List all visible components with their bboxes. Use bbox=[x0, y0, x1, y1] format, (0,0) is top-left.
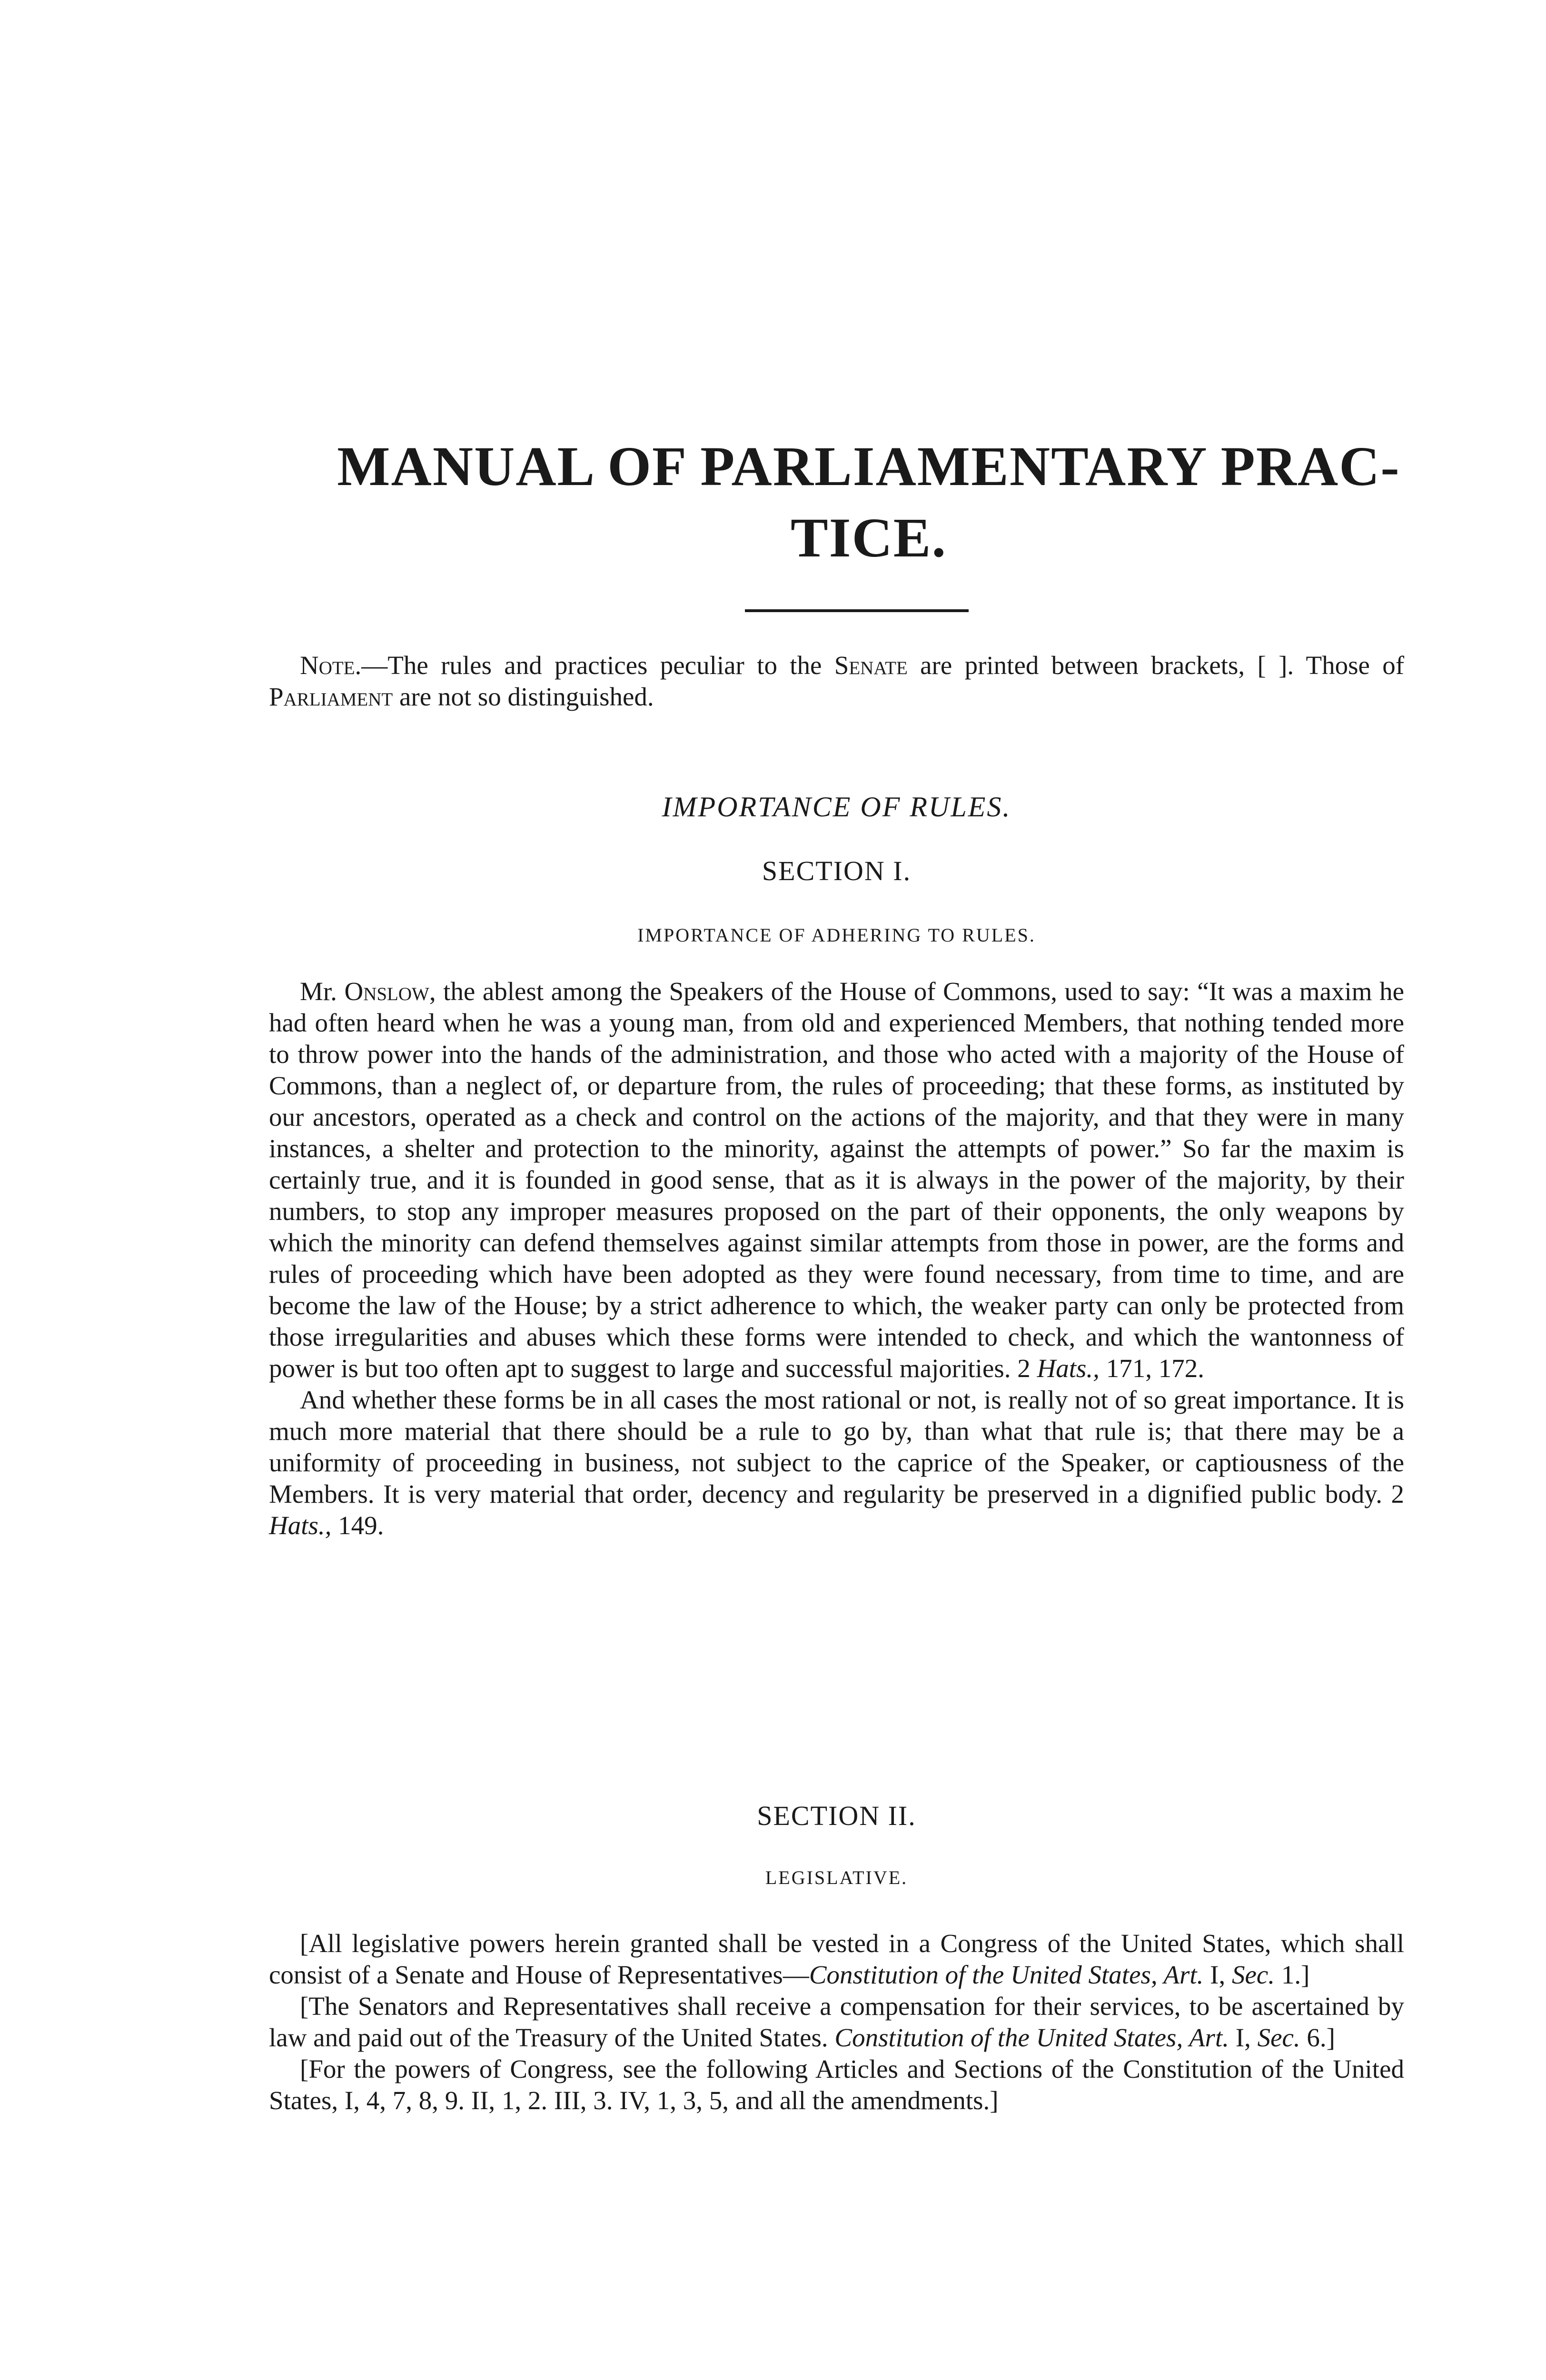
s1p1-cite: Hats., bbox=[1037, 1354, 1100, 1383]
s2p2-sec: Sec. bbox=[1257, 2023, 1300, 2052]
section-1-paragraph-1 bbox=[269, 976, 1404, 1384]
note-parliament: Parliament bbox=[269, 682, 393, 711]
section-2-paragraph-2 bbox=[269, 1991, 1404, 2053]
section-2-heading: SECTION II. bbox=[757, 1800, 916, 1831]
s1p1-end: 171, 172. bbox=[1099, 1354, 1204, 1383]
section-2-paragraph-3 bbox=[269, 2053, 1404, 2116]
section-2-subheading: LEGISLATIVE. bbox=[765, 1867, 908, 1888]
section-2-body bbox=[269, 1928, 1404, 2116]
importance-heading: IMPORTANCE OF RULES. bbox=[662, 791, 1011, 823]
title-line-2: TICE. bbox=[790, 506, 947, 569]
s2p1-cite: Constitution of the United States, Art. bbox=[809, 1960, 1204, 1989]
note-senate: Senate bbox=[834, 651, 908, 680]
note-label: Note. bbox=[300, 651, 362, 680]
s2p1-close: 1.] bbox=[1275, 1960, 1310, 1989]
section-1-heading: SECTION I. bbox=[762, 855, 912, 886]
note-paragraph bbox=[269, 650, 1404, 713]
s1p1-lead: Mr. bbox=[300, 977, 345, 1006]
s2p1-end: I, bbox=[1203, 1960, 1232, 1989]
section-1-body bbox=[269, 976, 1404, 1541]
s2p1-text: [All legislative powers herein granted shall be vested in a Congress of the United States, which shall consist of a Senate and House of Representatives— bbox=[269, 1929, 1404, 1989]
title-divider bbox=[745, 609, 969, 612]
s2p2-text: [The Senators and Representatives shall receive a compensation for their services, to be ascertained by law and paid out of the Treasury of the United States. bbox=[269, 1992, 1404, 2052]
note-text-a: —The rules and practices peculiar to the bbox=[361, 651, 834, 680]
s2p2-close: 6.] bbox=[1300, 2023, 1335, 2052]
s2p3-text: [For the powers of Congress, see the following Articles and Sections of the Constitution of the United States, I, 4, 7, 8, 9. II, 1, 2. III, 3. IV, 1, 3, 5, and all the amendments.] bbox=[269, 2054, 1404, 2115]
s2p2-cite: Constitution of the United States, Art. bbox=[834, 2023, 1229, 2052]
title-line-1: MANUAL OF PARLIAMENTARY PRAC- bbox=[337, 435, 1400, 497]
section-1-subheading: IMPORTANCE OF ADHERING TO RULES. bbox=[637, 924, 1036, 946]
section-1-paragraph-2 bbox=[269, 1384, 1404, 1541]
page-title bbox=[333, 431, 1404, 574]
s1p1-name: Onslow bbox=[344, 977, 429, 1006]
s1p1-text: , the ablest among the Speakers of the House of Commons, used to say: “It was a maxim he had often heard when he was a young man, from old and experienced Members, that nothing tended more to throw power into the hands of the administration, and those who acted with a majority of the House of Commons, than a neglect of, or departure from, the rules of proceeding; that these forms, as instituted by our ancestors, operated as a check and control on the actions of the majority, and that they were in many instances, a shelter and protection to the minority, against the attempts of power.” So far the maxim is certainly true, and it is founded in good sense, that as it is always in the power of the majority, by their numbers, to stop any improper measures proposed on the part of their opponents, the only weapons by which the minority can defend themselves against similar attempts from those in power, are the forms and rules of proceeding which have been adopted as they were found necessary, from time to time, and are become the law of the House; by a strict adherence to which, the weaker party can only be protected from those irregularities and abuses which these forms were intended to check, and which the wantonness of power is but too often apt to suggest to large and successful majorities. 2 bbox=[269, 977, 1405, 1383]
note-text-b: are printed between brackets, [ ]. Those of bbox=[907, 651, 1405, 680]
s2p2-end: I, bbox=[1229, 2023, 1258, 2052]
section-2-paragraph-1 bbox=[269, 1928, 1404, 1991]
s1p2-text: And whether these forms be in all cases the most rational or not, is really not of so great importance. It is much more material that there should be a rule to go by, than what that rule is; that there may be a uniformity of proceeding in business, not subject to the caprice of the Speaker, or captiousness of the Members. It is very material that order, decency and regularity be preserved in a dignified public body. 2 bbox=[269, 1385, 1404, 1508]
s1p2-cite: Hats., bbox=[269, 1511, 332, 1540]
s2p1-sec: Sec. bbox=[1232, 1960, 1275, 1989]
s1p2-end: 149. bbox=[331, 1511, 384, 1540]
note-text-c: are not so distinguished. bbox=[393, 682, 654, 711]
